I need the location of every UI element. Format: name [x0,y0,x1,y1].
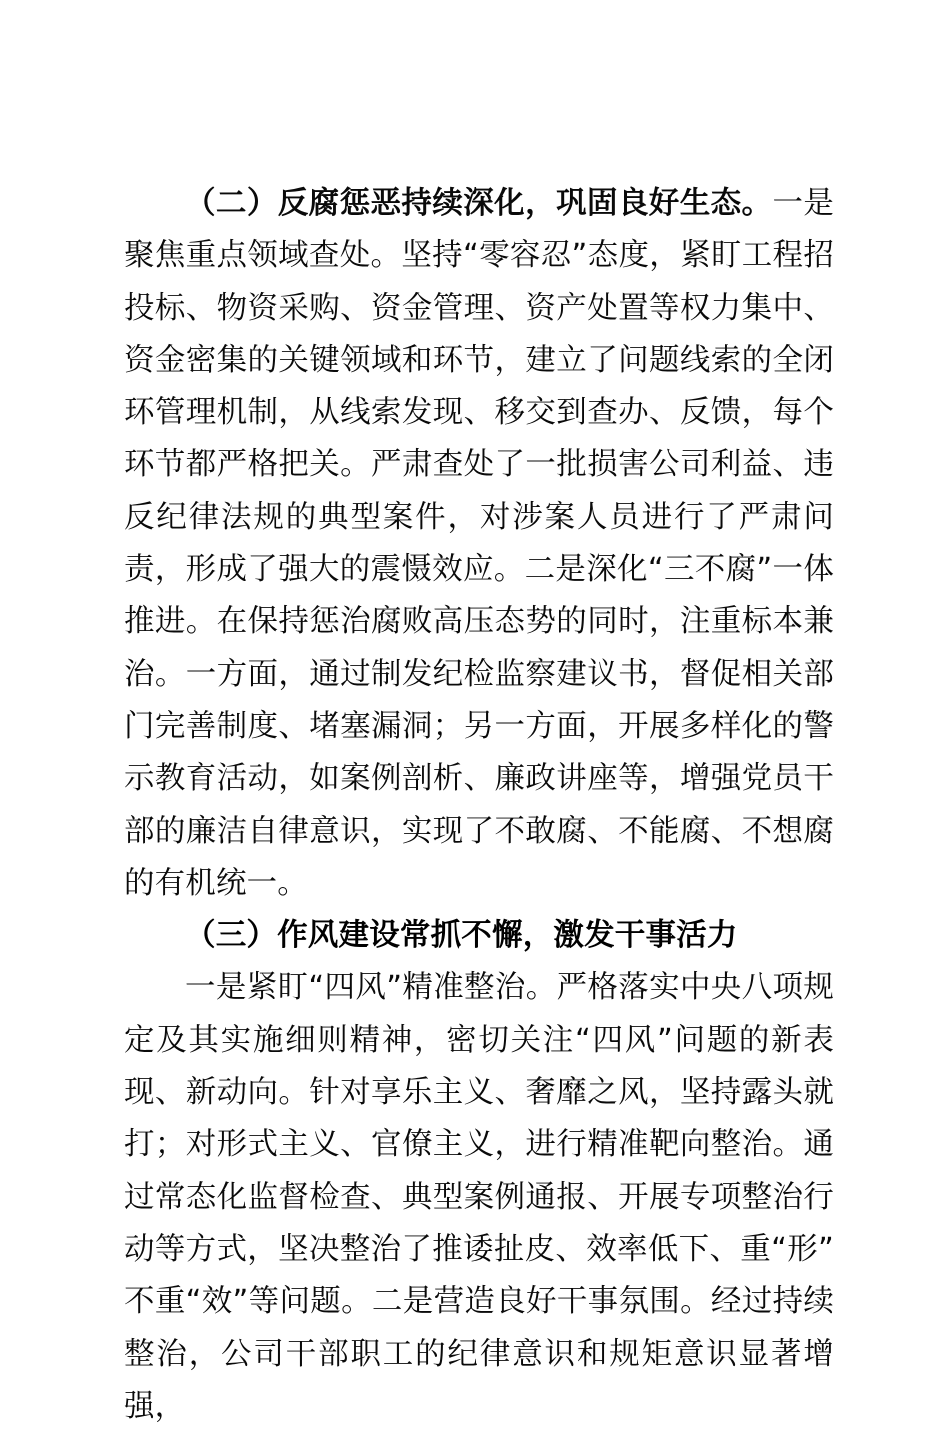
section-three-heading: （三）作风建设常抓不懈，激发干事活力 [185,918,738,954]
document-body [124,178,834,1433]
section-two-heading: （二）反腐惩恶持续深化，巩固良好生态。 [185,186,773,221]
section-three-body: 一是紧盯“四风”精准整治。严格落实中央八项规定及其实施细则精神，密切关注“四风”问题的新表现、新动向。针对享乐主义、奢靡之风，坚持露头就打；对形式主义、官僚主义，进行精准靶向整治。通过常态化监督检查、典型案例通报、开展专项整治行动等方式，坚决整治了推诿扯皮、效率低下、重“形”不重“效”等问题。二是营造良好干事氛围。经过持续整治，公司干部职工的纪律意识和规矩意识显著增强， [124,970,834,1424]
paragraph-section-two [124,178,834,910]
section-two-body: 一是聚焦重点领域查处。坚持“零容忍”态度，紧盯工程招投标、物资采购、资金管理、资产处置等权力集中、资金密集的关键领域和环节，建立了问题线索的全闭环管理机制，从线索发现、移交到查办、反馈，每个环节都严格把关。严肃查处了一批损害公司利益、违反纪律法规的典型案件，对涉案人员进行了严肃问责，形成了强大的震慑效应。二是深化“三不腐”一体推进。在保持惩治腐败高压态势的同时，注重标本兼治。一方面，通过制发纪检监察建议书，督促相关部门完善制度、堵塞漏洞；另一方面，开展多样化的警示教育活动，如案例剖析、廉政讲座等，增强党员干部的廉洁自律意识，实现了不敢腐、不能腐、不想腐的有机统一。 [124,186,834,901]
paragraph-section-three [124,962,834,1433]
